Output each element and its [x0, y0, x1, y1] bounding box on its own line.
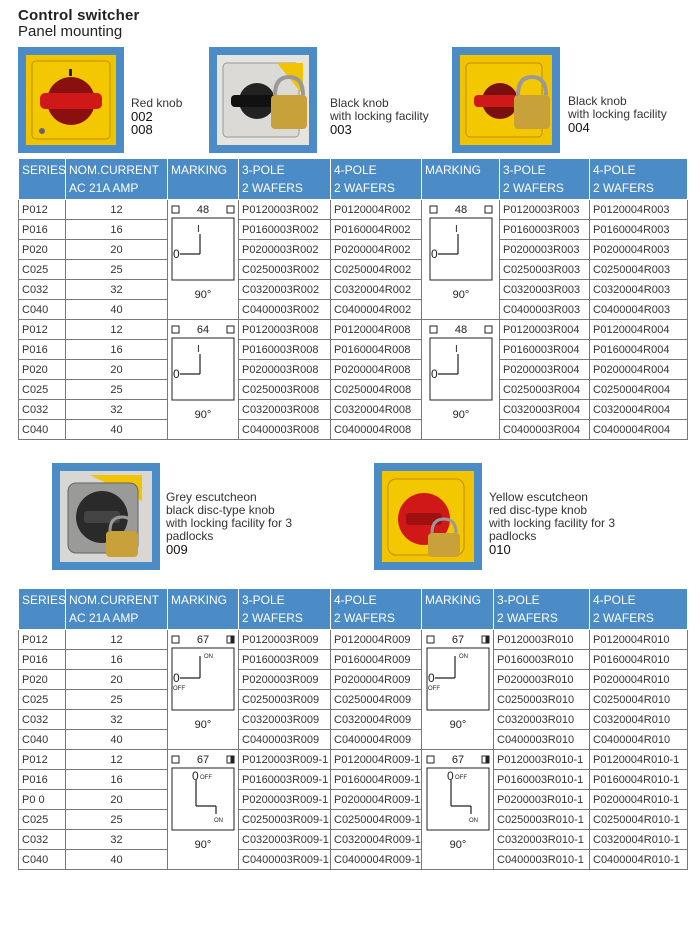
header-3pole: 3-POLE 2 WAFERS [500, 159, 590, 200]
series-cell: P012 [19, 750, 66, 770]
product-photo-grey-escutcheon [52, 463, 160, 570]
header-marking: MARKING [422, 589, 494, 630]
pole4-code-cell: P0200004R010-1 [590, 790, 688, 810]
pole4-code-cell: C0250004R008 [331, 380, 422, 400]
caption-grey-escutcheon: Grey escutcheon black disc-type knob with locking facility for 3 padlocks 009 [166, 490, 293, 557]
pole4-code-cell: P0160004R010-1 [590, 770, 688, 790]
pole3-code-cell: P0120003R002 [239, 200, 331, 220]
product-photo-black-knob-lock [209, 47, 317, 153]
marking-diagram [426, 320, 496, 436]
header-3pole: 3-POLE 2 WAFERS [494, 589, 590, 630]
product-photo-yellow-escutcheon [374, 463, 482, 570]
marking-on-label: ON [468, 818, 478, 824]
product-photo-red-knob-lock [452, 47, 560, 153]
page-title: Control switcher [18, 7, 140, 24]
current-cell: 40 [66, 850, 168, 870]
header-marking: MARKING [168, 589, 239, 630]
red-knob-image [26, 55, 116, 145]
pole4-code-cell: C0250004R004 [590, 380, 688, 400]
pole4-code-cell: P0200004R009-1 [331, 790, 422, 810]
pole3-code-cell: P0200003R003 [500, 240, 590, 260]
pole3-code-cell: P0120003R003 [500, 200, 590, 220]
marking-cell [168, 630, 239, 750]
header-current: NOM.CURRENT AC 21A AMP [66, 589, 168, 630]
current-cell: 20 [66, 360, 168, 380]
pole3-code-cell: P0200003R009-1 [239, 790, 331, 810]
marking-size-label: 67 [451, 754, 464, 766]
pole3-code-cell: P0120003R009 [239, 630, 331, 650]
current-cell: 40 [66, 730, 168, 750]
table-row [19, 790, 688, 810]
current-cell: 32 [66, 710, 168, 730]
marking-zero-label: 0 [173, 671, 180, 685]
pole3-code-cell: C0320003R009-1 [239, 830, 331, 850]
header-4pole: 4-POLE 2 WAFERS [331, 159, 422, 200]
marking-on-label: ON [214, 818, 223, 824]
series-cell: C025 [19, 260, 66, 280]
marking-angle-label: 90° [194, 409, 212, 421]
pole3-code-cell: P0200003R004 [500, 360, 590, 380]
table-row [19, 280, 688, 300]
pole4-code-cell: C0320004R002 [331, 280, 422, 300]
marking-square-icon [172, 326, 179, 333]
marking-size-label: 64 [196, 324, 210, 336]
caption-black-knob-004: Black knob with locking facility 004 [568, 94, 667, 135]
pole4-code-cell: P0120004R003 [590, 200, 688, 220]
marking-zero-label: 0 [430, 367, 438, 381]
marking-cell [422, 320, 500, 440]
product-photo-red-knob [18, 47, 124, 153]
table-row [19, 340, 688, 360]
marking-zero-label: 0 [192, 769, 199, 783]
marking-on-label: ON [204, 654, 213, 660]
table-row [19, 670, 688, 690]
pole4-code-cell: P0120004R008 [331, 320, 422, 340]
marking-cell [422, 630, 494, 750]
caption-black-knob-003: Black knob with locking facility 003 [330, 96, 429, 137]
pole4-code-cell: C0320004R009-1 [331, 830, 422, 850]
series-cell: P012 [19, 200, 66, 220]
marking-square-icon [172, 756, 179, 763]
marking-cell [168, 320, 239, 440]
current-cell: 20 [66, 240, 168, 260]
caption-yellow-escutcheon: Yellow escutcheon red disc-type knob with locking facility for 3 padlocks 010 [489, 490, 616, 557]
pole3-code-cell: C0400003R010 [494, 730, 590, 750]
current-cell: 12 [66, 320, 168, 340]
pole4-code-cell: P0200004R008 [331, 360, 422, 380]
marking-one-label: I [454, 224, 458, 235]
pole4-code-cell: P0120004R002 [331, 200, 422, 220]
marking-square-icon [430, 326, 437, 333]
marking-angle-label: 90° [449, 719, 466, 731]
pole4-code-cell: P0160004R004 [590, 340, 688, 360]
pole3-code-cell: P0160003R003 [500, 220, 590, 240]
pole3-code-cell: C0320003R002 [239, 280, 331, 300]
pole4-code-cell: C0320004R008 [331, 400, 422, 420]
current-cell: 12 [66, 750, 168, 770]
series-cell: C032 [19, 830, 66, 850]
marking-square-icon [427, 636, 434, 643]
pole4-code-cell: C0400004R003 [590, 300, 688, 320]
pole3-code-cell: P0120003R010-1 [494, 750, 590, 770]
header-marking: MARKING [168, 159, 239, 200]
series-cell: P020 [19, 240, 66, 260]
marking-square-icon [485, 206, 492, 213]
marking-on-label: ON [458, 654, 468, 660]
header-series: SERIES [19, 159, 66, 200]
pole3-code-cell: P0160003R010-1 [494, 770, 590, 790]
series-cell: C025 [19, 810, 66, 830]
marking-cell [422, 200, 500, 320]
pole4-code-cell: C0400004R002 [331, 300, 422, 320]
marking-off-label: OFF [454, 775, 467, 781]
pole3-code-cell: P0160003R002 [239, 220, 331, 240]
red-knob-padlock-image [460, 55, 552, 145]
marking-zero-label: 0 [173, 367, 180, 381]
pole4-code-cell: C0320004R010 [590, 710, 688, 730]
marking-frame [430, 338, 492, 400]
table-row [19, 320, 688, 340]
pole3-code-cell: C0250003R009 [239, 690, 331, 710]
pole4-code-cell: P0160004R003 [590, 220, 688, 240]
marking-cell [168, 750, 239, 870]
series-cell: C040 [19, 850, 66, 870]
current-cell: 12 [66, 630, 168, 650]
marking-size-label: 48 [454, 324, 467, 336]
header-4pole: 4-POLE 2 WAFERS [590, 159, 688, 200]
pole4-code-cell: P0200004R004 [590, 360, 688, 380]
pole3-code-cell: C0250003R002 [239, 260, 331, 280]
pole3-code-cell: P0200003R008 [239, 360, 331, 380]
table-row [19, 730, 688, 750]
marking-frame [172, 338, 234, 400]
current-cell: 25 [66, 810, 168, 830]
pole4-code-cell: P0200004R010 [590, 670, 688, 690]
marking-size-label: 67 [196, 634, 210, 646]
current-cell: 16 [66, 650, 168, 670]
marking-diagram [168, 200, 238, 316]
series-cell: P012 [19, 320, 66, 340]
pole4-code-cell: C0400004R008 [331, 420, 422, 440]
marking-square-icon [427, 756, 434, 763]
pole3-code-cell: C0400003R009-1 [239, 850, 331, 870]
marking-square-icon [172, 636, 179, 643]
current-cell: 16 [66, 770, 168, 790]
current-cell: 12 [66, 200, 168, 220]
pole3-code-cell: C0250003R004 [500, 380, 590, 400]
current-cell: 32 [66, 830, 168, 850]
marking-angle-label: 90° [194, 839, 212, 851]
marking-diagram [423, 750, 493, 866]
pole4-code-cell: C0400004R010 [590, 730, 688, 750]
current-cell: 32 [66, 400, 168, 420]
marking-square-icon [430, 206, 437, 213]
marking-square-icon [172, 206, 179, 213]
current-cell: 20 [66, 790, 168, 810]
pole3-code-cell: P0120003R009-1 [239, 750, 331, 770]
table-row [19, 710, 688, 730]
table-row [19, 630, 688, 650]
pole3-code-cell: P0200003R010 [494, 670, 590, 690]
series-cell: P0 0 [19, 790, 66, 810]
table-row [19, 650, 688, 670]
marking-frame [172, 648, 234, 710]
pole4-code-cell: C0320004R003 [590, 280, 688, 300]
pole3-code-cell: C0320003R004 [500, 400, 590, 420]
marking-half-square-icon [485, 636, 489, 643]
marking-diagram [168, 750, 238, 866]
marking-half-square-icon [231, 756, 235, 763]
pole3-code-cell: C0250003R003 [500, 260, 590, 280]
series-cell: P016 [19, 770, 66, 790]
current-cell: 40 [66, 300, 168, 320]
pole3-code-cell: P0200003R009 [239, 670, 331, 690]
pole3-code-cell: C0250003R010 [494, 690, 590, 710]
marking-frame [172, 218, 234, 280]
marking-half-square-icon [485, 756, 489, 763]
current-cell: 25 [66, 380, 168, 400]
marking-diagram [423, 630, 493, 746]
pole4-code-cell: P0120004R009 [331, 630, 422, 650]
pole4-code-cell: P0200004R003 [590, 240, 688, 260]
table-row [19, 690, 688, 710]
grey-escutcheon-image [60, 471, 152, 562]
table-row [19, 400, 688, 420]
series-cell: P020 [19, 360, 66, 380]
series-cell: P016 [19, 650, 66, 670]
marking-diagram [168, 630, 238, 746]
header-4pole: 4-POLE 2 WAFERS [331, 589, 422, 630]
pole3-code-cell: C0400003R010-1 [494, 850, 590, 870]
product-table-1 [18, 158, 688, 440]
pole3-code-cell: P0120003R008 [239, 320, 331, 340]
series-cell: C032 [19, 280, 66, 300]
pole4-code-cell: C0250004R010-1 [590, 810, 688, 830]
marking-zero-label: 0 [430, 247, 438, 261]
marking-one-label: I [197, 344, 200, 355]
header-current: NOM.CURRENT AC 21A AMP [66, 159, 168, 200]
marking-angle-label: 90° [452, 289, 469, 301]
pole3-code-cell: C0400003R004 [500, 420, 590, 440]
pole4-code-cell: P0120004R009-1 [331, 750, 422, 770]
pole4-code-cell: C0400004R004 [590, 420, 688, 440]
marking-off-label: OFF [173, 686, 185, 692]
pole3-code-cell: C0250003R009-1 [239, 810, 331, 830]
series-cell: C032 [19, 710, 66, 730]
pole4-code-cell: C0320004R010-1 [590, 830, 688, 850]
current-cell: 20 [66, 670, 168, 690]
header-3pole: 3-POLE 2 WAFERS [239, 159, 331, 200]
current-cell: 32 [66, 280, 168, 300]
current-cell: 25 [66, 260, 168, 280]
marking-diagram [168, 320, 238, 436]
table-row [19, 850, 688, 870]
table-row [19, 830, 688, 850]
pole3-code-cell: C0400003R003 [500, 300, 590, 320]
pole4-code-cell: P0160004R009 [331, 650, 422, 670]
marking-angle-label: 90° [194, 289, 212, 301]
pole3-code-cell: P0200003R010-1 [494, 790, 590, 810]
pole3-code-cell: P0200003R002 [239, 240, 331, 260]
pole4-code-cell: C0250004R003 [590, 260, 688, 280]
pole4-code-cell: C0320004R009 [331, 710, 422, 730]
marking-cell [168, 200, 239, 320]
caption-red-knob: Red knob 002 008 [131, 96, 183, 137]
marking-diagram [426, 200, 496, 316]
pole4-code-cell: C0320004R004 [590, 400, 688, 420]
marking-off-label: OFF [427, 686, 440, 692]
pole4-code-cell: P0160004R002 [331, 220, 422, 240]
pole3-code-cell: P0160003R008 [239, 340, 331, 360]
series-cell: P016 [19, 220, 66, 240]
current-cell: 40 [66, 420, 168, 440]
header-4pole: 4-POLE 2 WAFERS [590, 589, 688, 630]
table-row [19, 770, 688, 790]
pole4-code-cell: C0250004R010 [590, 690, 688, 710]
pole4-code-cell: C0400004R009-1 [331, 850, 422, 870]
pole4-code-cell: P0160004R010 [590, 650, 688, 670]
black-knob-padlock-image [217, 55, 309, 145]
pole4-code-cell: C0250004R002 [331, 260, 422, 280]
pole4-code-cell: C0400004R009 [331, 730, 422, 750]
marking-zero-label: 0 [446, 769, 454, 783]
header-series: SERIES [19, 589, 66, 630]
series-cell: P020 [19, 670, 66, 690]
pole3-code-cell: C0400003R009 [239, 730, 331, 750]
marking-size-label: 48 [196, 204, 210, 216]
pole4-code-cell: P0120004R004 [590, 320, 688, 340]
marking-angle-label: 90° [449, 839, 466, 851]
series-cell: P016 [19, 340, 66, 360]
table-row [19, 380, 688, 400]
pole4-code-cell: C0400004R010-1 [590, 850, 688, 870]
yellow-escutcheon-image [382, 471, 474, 562]
page-subtitle: Panel mounting [18, 23, 123, 40]
marking-frame [430, 218, 492, 280]
marking-size-label: 48 [454, 204, 467, 216]
marking-one-label: I [197, 224, 200, 235]
marking-one-label: I [454, 344, 458, 355]
marking-angle-label: 90° [194, 719, 212, 731]
pole3-code-cell: C0320003R010 [494, 710, 590, 730]
pole4-code-cell: C0250004R009 [331, 690, 422, 710]
marking-zero-label: 0 [427, 671, 435, 685]
marking-square-icon [485, 326, 492, 333]
pole3-code-cell: P0120003R004 [500, 320, 590, 340]
marking-off-label: OFF [200, 775, 212, 781]
table-row [19, 750, 688, 770]
pole3-code-cell: C0250003R008 [239, 380, 331, 400]
header-3pole: 3-POLE 2 WAFERS [239, 589, 331, 630]
pole3-code-cell: C0320003R008 [239, 400, 331, 420]
series-cell: C040 [19, 730, 66, 750]
pole3-code-cell: C0320003R003 [500, 280, 590, 300]
table-row [19, 300, 688, 320]
marking-cell [422, 750, 494, 870]
current-cell: 16 [66, 220, 168, 240]
table-row [19, 200, 688, 220]
table-row [19, 420, 688, 440]
pole4-code-cell: P0120004R010 [590, 630, 688, 650]
series-cell: C025 [19, 380, 66, 400]
marking-zero-label: 0 [173, 247, 180, 261]
pole3-code-cell: P0160003R010 [494, 650, 590, 670]
marking-square-icon [227, 326, 234, 333]
table-row [19, 220, 688, 240]
current-cell: 25 [66, 690, 168, 710]
pole3-code-cell: P0160003R009 [239, 650, 331, 670]
current-cell: 16 [66, 340, 168, 360]
marking-frame [427, 648, 489, 710]
series-cell: C025 [19, 690, 66, 710]
header-marking: MARKING [422, 159, 500, 200]
series-cell: C040 [19, 300, 66, 320]
pole3-code-cell: P0160003R009-1 [239, 770, 331, 790]
marking-half-square-icon [231, 636, 235, 643]
pole3-code-cell: C0400003R002 [239, 300, 331, 320]
pole4-code-cell: C0250004R009-1 [331, 810, 422, 830]
pole4-code-cell: P0160004R009-1 [331, 770, 422, 790]
table-row [19, 810, 688, 830]
pole4-code-cell: P0120004R010-1 [590, 750, 688, 770]
series-cell: C040 [19, 420, 66, 440]
marking-size-label: 67 [451, 634, 464, 646]
table-row [19, 360, 688, 380]
pole3-code-cell: P0160003R004 [500, 340, 590, 360]
series-cell: C032 [19, 400, 66, 420]
pole3-code-cell: C0320003R009 [239, 710, 331, 730]
pole4-code-cell: P0200004R009 [331, 670, 422, 690]
marking-angle-label: 90° [452, 409, 469, 421]
pole4-code-cell: P0200004R002 [331, 240, 422, 260]
marking-square-icon [227, 206, 234, 213]
pole3-code-cell: C0250003R010-1 [494, 810, 590, 830]
pole3-code-cell: C0320003R010-1 [494, 830, 590, 850]
table-row [19, 240, 688, 260]
series-cell: P012 [19, 630, 66, 650]
table-row [19, 260, 688, 280]
pole3-code-cell: C0400003R008 [239, 420, 331, 440]
pole3-code-cell: P0120003R010 [494, 630, 590, 650]
marking-size-label: 67 [196, 754, 210, 766]
product-table-2 [18, 588, 688, 870]
pole4-code-cell: P0160004R008 [331, 340, 422, 360]
